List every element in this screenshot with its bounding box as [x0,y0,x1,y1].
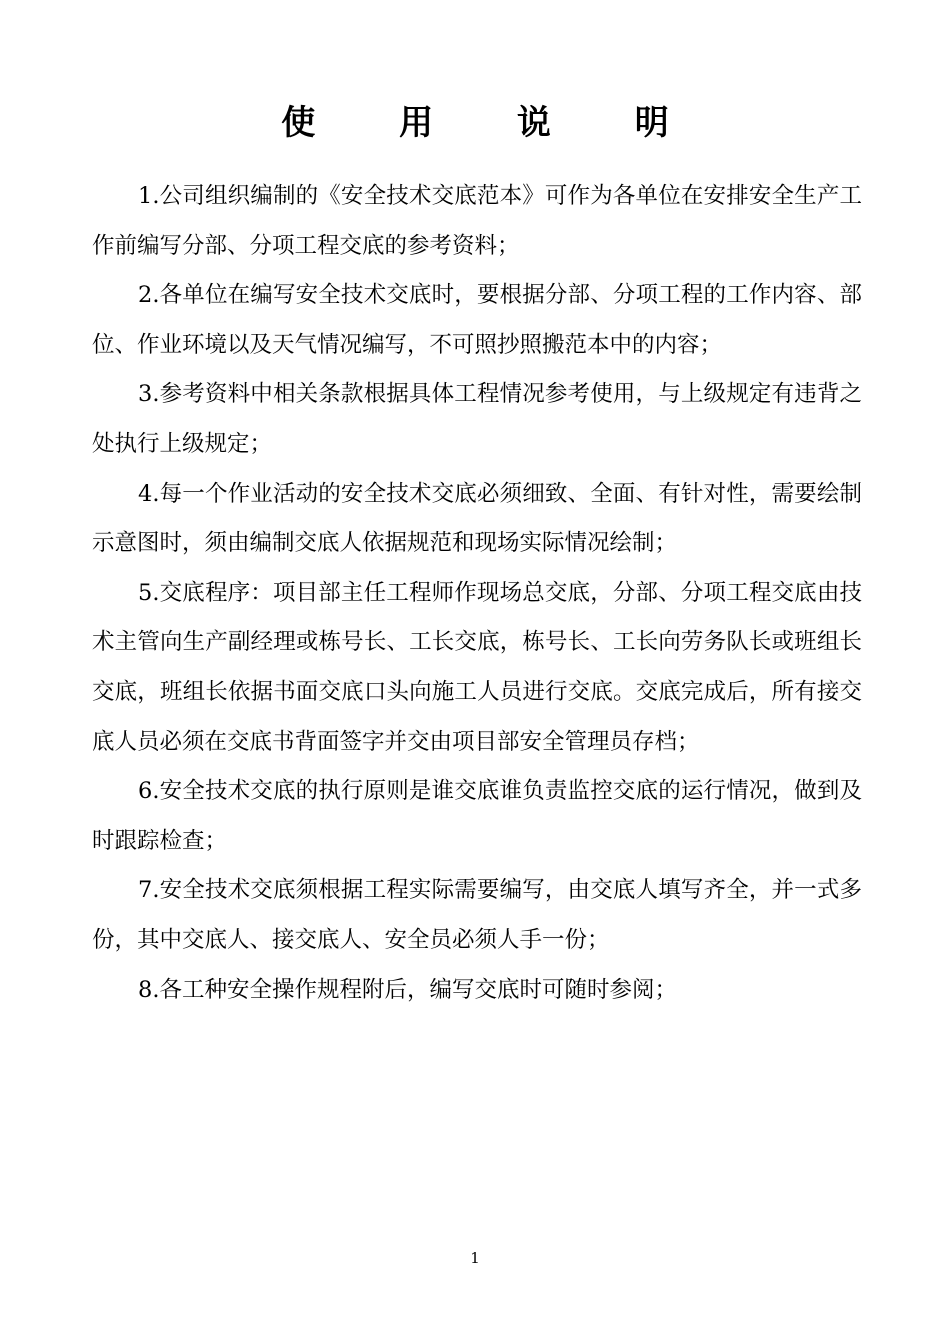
instruction-item-4: 4.每一个作业活动的安全技术交底必须细致、全面、有针对性，需要绘制示意图时，须由编制交底人依据规范和现场实际情况绘制； [92,480,862,557]
instruction-item-8: 8.各工种安全操作规程附后，编写交底时可随时参阅； [138,976,677,1003]
instruction-item-6: 6.安全技术交底的执行原则是谁交底谁负责监控交底的运行情况，做到及时跟踪检查； [92,778,862,854]
instruction-item-1: 1.公司组织编制的《安全技术交底范本》可作为各单位在安排安全生产工作前编写分部、分项工程交底的参考资料； [92,183,862,259]
instruction-item-7: 7.安全技术交底须根据工程实际需要编写，由交底人填写齐全，并一式多份，其中交底人、接交底人、安全员必须人手一份； [92,877,862,953]
instruction-item-2: 2.各单位在编写安全技术交底时，要根据分部、分项工程的工作内容、部位、作业环境以及天气情况编写，不可照抄照搬范本中的内容； [92,282,862,358]
page-title: 使 用 说 明 [281,103,705,143]
page-number: 1 [470,1249,480,1267]
instructions-body [92,172,862,1015]
instruction-item-5: 5.交底程序：项目部主任工程师作现场总交底，分部、分项工程交底由技术主管向生产副经理或栋号长、工长交底，栋号长、工长向劳务队长或班组长交底，班组长依据书面交底口头向施工人员进行交底。交底完成后，所有接交底人员必须在交底书背面签字并交由项目部安全管理员存档； [92,579,862,755]
instruction-item-3: 3.参考资料中相关条款根据具体工程情况参考使用，与上级规定有违背之处执行上级规定； [92,381,862,457]
